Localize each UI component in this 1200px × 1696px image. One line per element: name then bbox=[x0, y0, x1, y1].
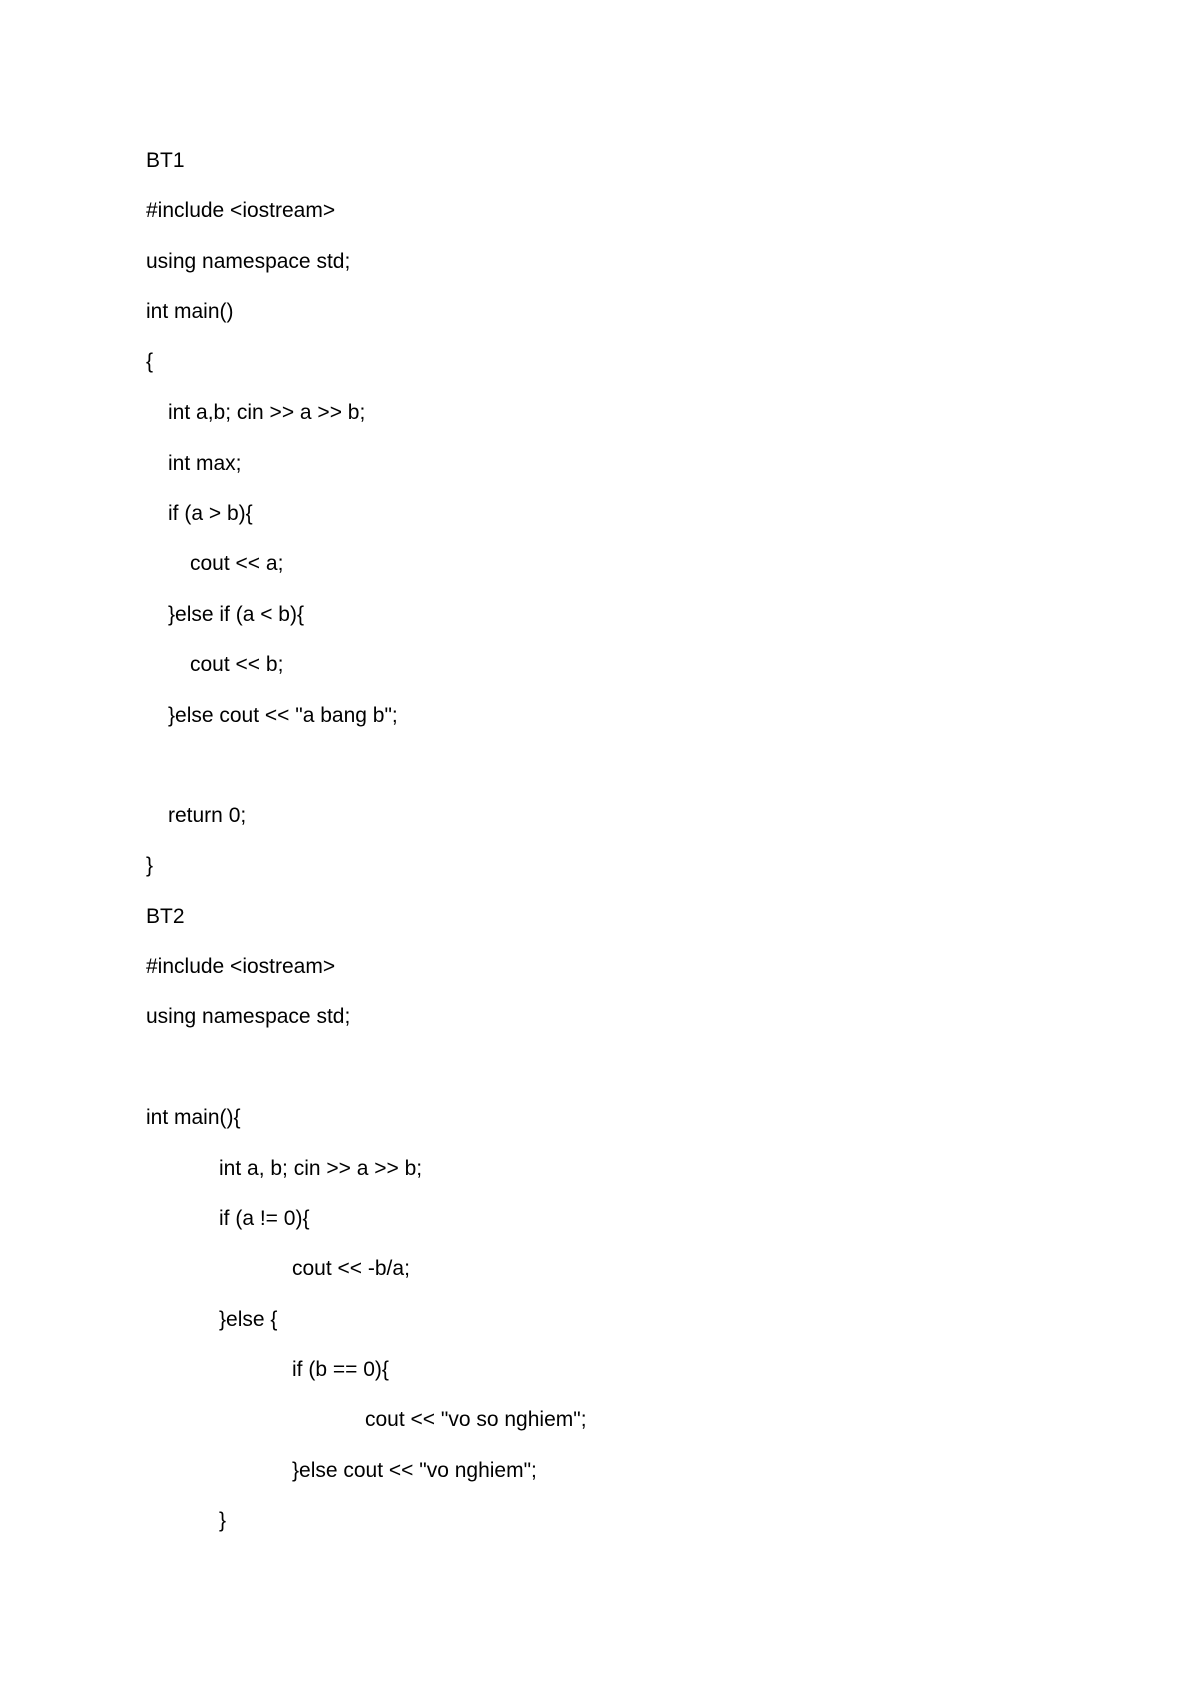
code-line: cout << b; bbox=[190, 653, 284, 676]
code-line: cout << -b/a; bbox=[292, 1257, 410, 1280]
code-line: if (a != 0){ bbox=[219, 1207, 310, 1230]
code-line: { bbox=[146, 350, 154, 373]
code-line: cout << a; bbox=[190, 552, 284, 575]
code-line: }else { bbox=[219, 1308, 278, 1331]
code-line: #include <iostream> bbox=[146, 199, 336, 222]
code-line: if (a > b){ bbox=[168, 502, 253, 525]
code-line: using namespace std; bbox=[146, 250, 351, 273]
heading-bt1: BT1 bbox=[146, 149, 185, 172]
code-line: } bbox=[219, 1509, 227, 1532]
code-line: }else cout << "vo nghiem"; bbox=[292, 1459, 537, 1482]
code-line: return 0; bbox=[168, 804, 247, 827]
code-line: int main(){ bbox=[146, 1106, 241, 1129]
code-line: if (b == 0){ bbox=[292, 1358, 389, 1381]
code-line: int a,b; cin >> a >> b; bbox=[168, 401, 366, 424]
code-line: }else if (a < b){ bbox=[168, 603, 304, 626]
code-line: #include <iostream> bbox=[146, 955, 336, 978]
code-line: int max; bbox=[168, 452, 242, 475]
heading-bt2: BT2 bbox=[146, 905, 185, 928]
code-line: } bbox=[146, 854, 154, 877]
code-line: cout << "vo so nghiem"; bbox=[365, 1408, 587, 1431]
code-line: using namespace std; bbox=[146, 1005, 351, 1028]
code-line: int main() bbox=[146, 300, 234, 323]
code-line: int a, b; cin >> a >> b; bbox=[219, 1157, 423, 1180]
code-line: }else cout << "a bang b"; bbox=[168, 704, 398, 727]
